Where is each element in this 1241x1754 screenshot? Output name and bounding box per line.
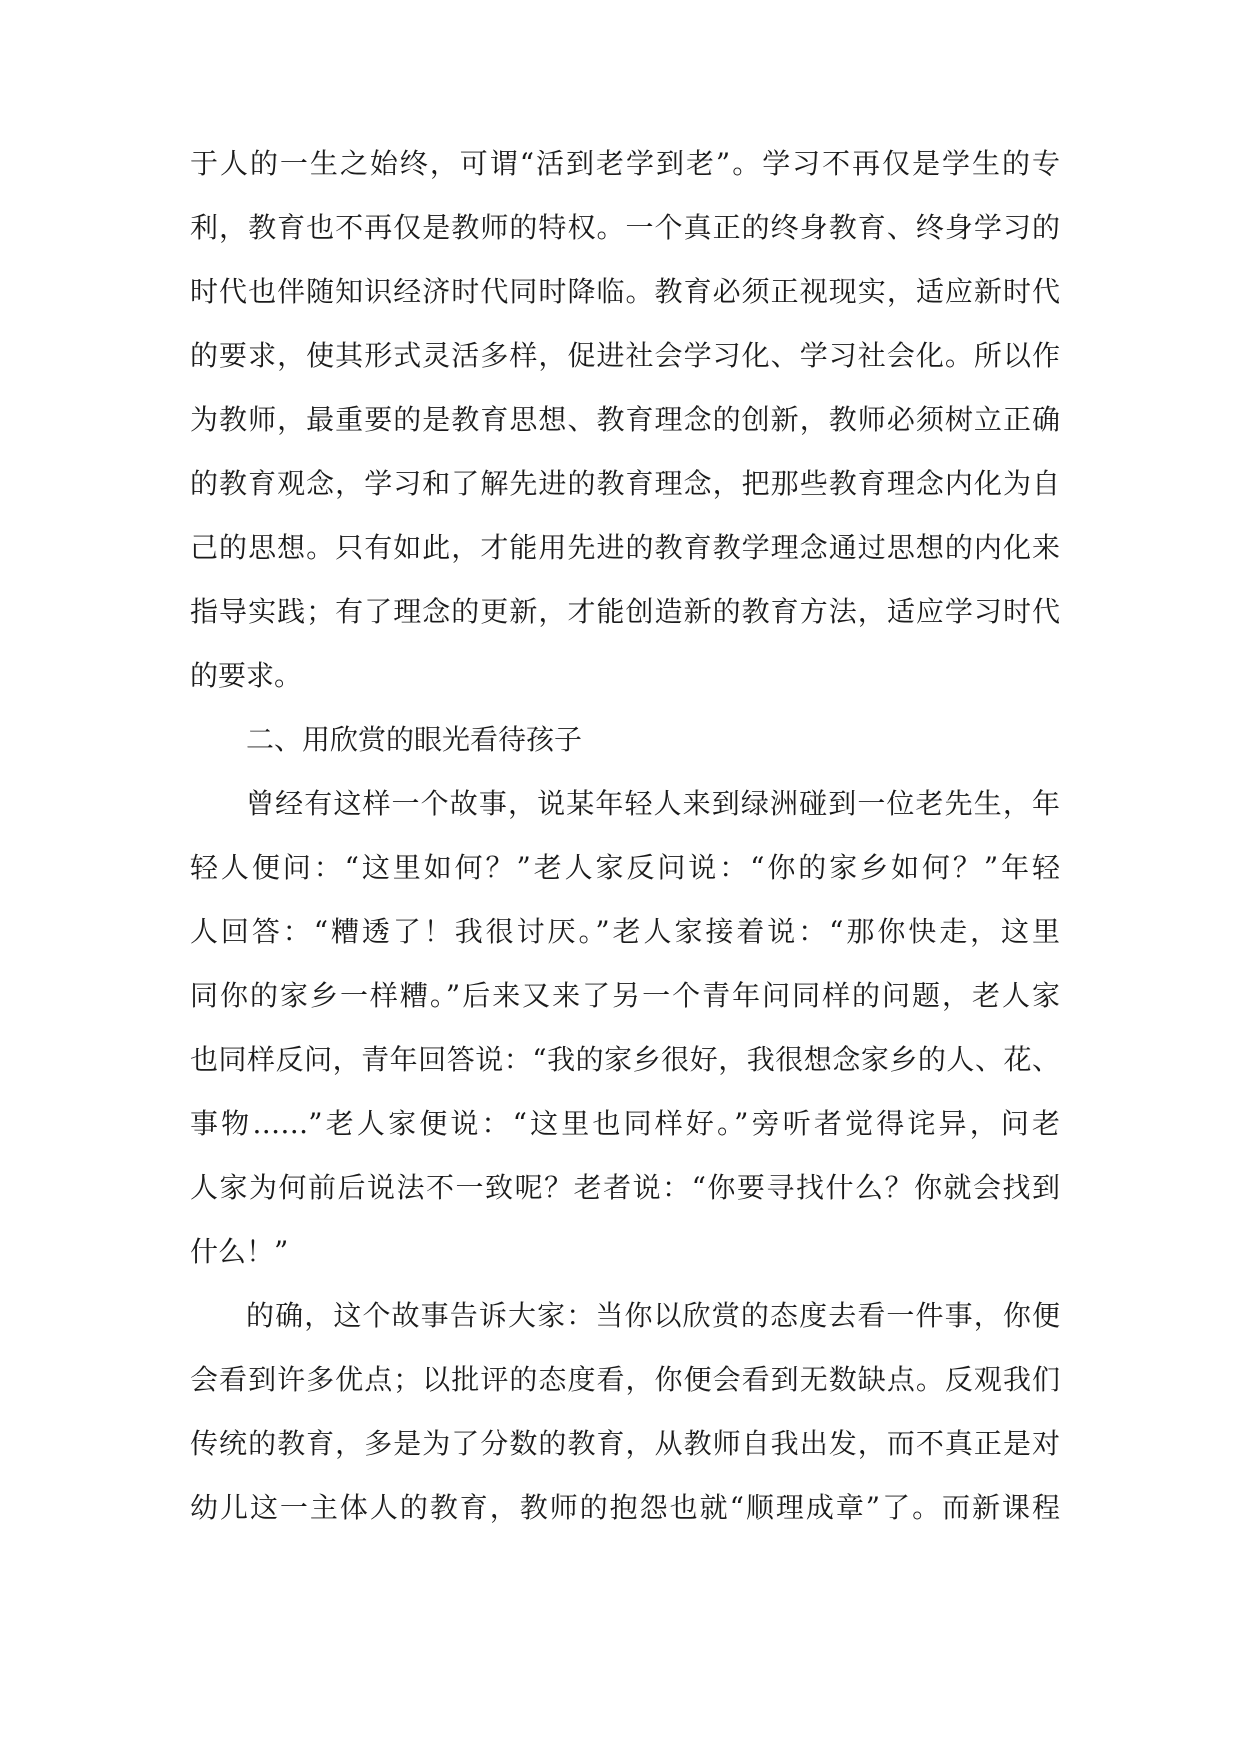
body-text bbox=[190, 132, 1060, 1540]
text-line: 幼儿这一主体人的教育，教师的抱怨也就“顺理成章”了。而新课程 bbox=[190, 1491, 1060, 1524]
text-line: 己的思想。只有如此，才能用先进的教育教学理念通过思想的内化来 bbox=[190, 531, 1060, 564]
text-line: 曾经有这样一个故事，说某年轻人来到绿洲碰到一位老先生，年 bbox=[246, 787, 1060, 820]
text-line: 为教师，最重要的是教育思想、教育理念的创新，教师必须树立正确 bbox=[190, 403, 1060, 436]
text-line: 人家为何前后说法不一致呢？老者说：“你要寻找什么？你就会找到 bbox=[190, 1171, 1060, 1204]
text-line: 会看到许多优点；以批评的态度看，你便会看到无数缺点。反观我们 bbox=[190, 1363, 1060, 1396]
text-line: 人回答：“糟透了！我很讨厌。”老人家接着说：“那你快走，这里 bbox=[190, 915, 1060, 948]
text-line: 时代也伴随知识经济时代同时降临。教育必须正视现实，适应新时代 bbox=[190, 275, 1060, 308]
text-line: 的确，这个故事告诉大家：当你以欣赏的态度去看一件事，你便 bbox=[246, 1299, 1060, 1332]
text-line: 传统的教育，多是为了分数的教育，从教师自我出发，而不真正是对 bbox=[190, 1427, 1060, 1460]
text-line: 什么！” bbox=[190, 1235, 289, 1268]
text-line: 同你的家乡一样糟。”后来又来了另一个青年问同样的问题，老人家 bbox=[190, 979, 1060, 1012]
text-line: 也同样反问，青年回答说：“我的家乡很好，我很想念家乡的人、花、 bbox=[190, 1043, 1060, 1076]
text-line: 的教育观念，学习和了解先进的教育理念，把那些教育理念内化为自 bbox=[190, 467, 1060, 500]
text-line: 指导实践；有了理念的更新，才能创造新的教育方法，适应学习时代 bbox=[190, 595, 1060, 628]
text-line: 的要求，使其形式灵活多样，促进社会学习化、学习社会化。所以作 bbox=[190, 339, 1060, 372]
text-line: 轻人便问：“这里如何？”老人家反问说：“你的家乡如何？”年轻 bbox=[190, 851, 1060, 884]
text-line: 事物……”老人家便说：“这里也同样好。”旁听者觉得诧异，问老 bbox=[190, 1107, 1060, 1140]
text-line: 利，教育也不再仅是教师的特权。一个真正的终身教育、终身学习的 bbox=[190, 211, 1060, 244]
text-line: 的要求。 bbox=[190, 659, 303, 692]
section-heading: 二、用欣赏的眼光看待孩子 bbox=[246, 723, 583, 756]
text-line: 于人的一生之始终，可谓“活到老学到老”。学习不再仅是学生的专 bbox=[190, 147, 1060, 180]
